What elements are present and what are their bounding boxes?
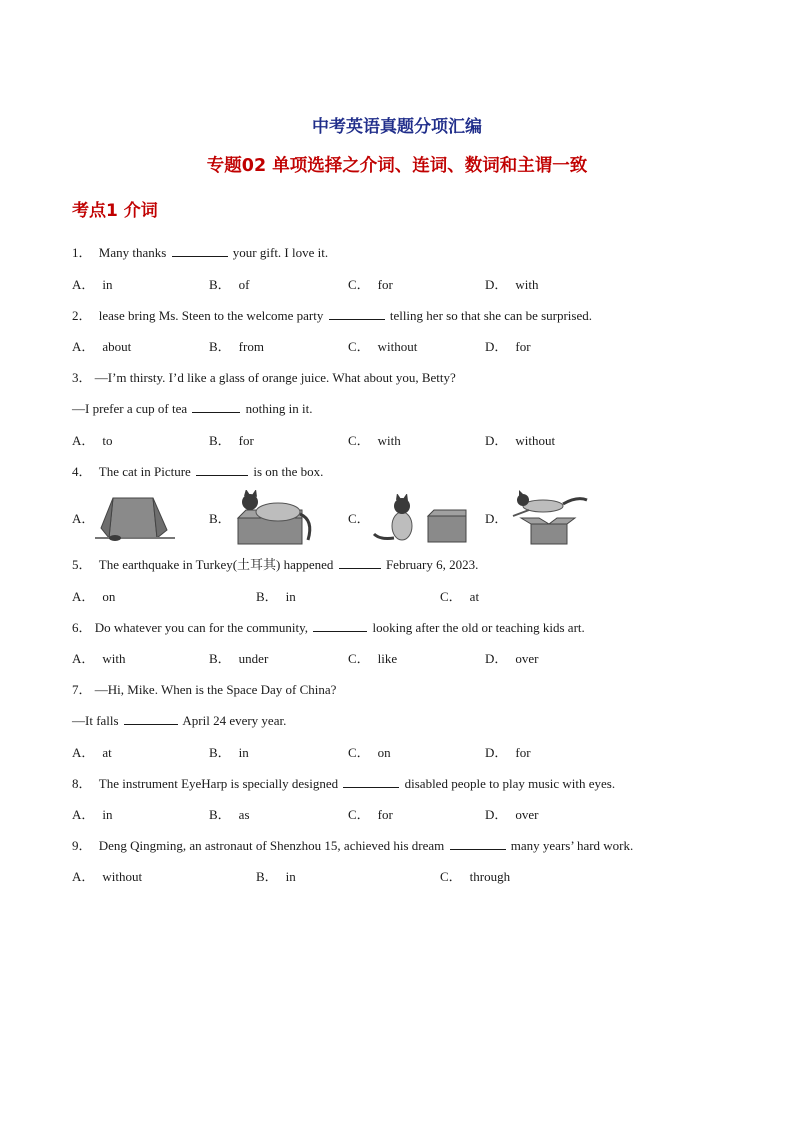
question-number: 4． [72,464,92,479]
option-d[interactable]: D． for [485,339,531,354]
option-a[interactable]: A． on [72,589,116,604]
question-4 [72,463,323,481]
question-3 [72,369,456,387]
option-c[interactable]: C． at [440,589,480,604]
option-a[interactable]: A． about [72,339,132,354]
option-a[interactable]: A． in [72,807,113,822]
question-5 [72,556,478,574]
option-d[interactable]: D． for [485,745,531,760]
question-text-before: Many thanks [98,245,167,260]
question-number: 7． [72,682,92,697]
question-8 [72,775,615,793]
question-text-after: looking after the old or teaching kids art. [372,620,585,635]
option-c[interactable]: C． [348,511,370,526]
option-a[interactable]: A． [72,511,95,526]
option-d[interactable]: D． over [485,651,539,666]
question-text-before: The earthquake in Turkey(土耳其) happened [98,557,334,572]
option-d[interactable]: D． with [485,277,539,292]
question-number: 8． [72,776,92,791]
question-number: 2． [72,308,92,323]
option-b[interactable]: B． in [256,589,296,604]
answer-blank[interactable] [192,400,240,413]
cat-under-box-picture[interactable] [95,494,175,542]
question-9 [72,837,633,855]
question-text-before: —It falls [72,713,119,728]
option-c[interactable]: C． for [348,807,393,822]
option-b[interactable]: B． for [209,433,254,448]
option-a[interactable]: A． in [72,277,113,292]
option-b[interactable]: B． in [256,869,296,884]
answer-blank[interactable] [313,619,367,632]
option-c[interactable]: C． like [348,651,398,666]
answer-blank[interactable] [124,712,178,725]
question-number: 1． [72,245,92,260]
options-5 [72,588,752,606]
answer-blank[interactable] [329,307,385,320]
options-9 [72,868,752,886]
option-d[interactable]: D． without [485,433,556,448]
question-6 [72,619,585,637]
options-1 [72,276,752,294]
option-c[interactable]: C． through [440,869,511,884]
option-b[interactable]: B． as [209,807,250,822]
answer-blank[interactable] [450,837,506,850]
option-a[interactable]: A． with [72,651,126,666]
question-text-before: The instrument EyeHarp is specially designed [98,776,339,791]
cat-beside-box-picture[interactable] [372,494,468,544]
question-text-before: Deng Qingming, an astronaut of Shenzhou 15, achieved his dream [98,838,445,853]
options-6 [72,650,752,668]
option-b[interactable]: B． [209,511,231,526]
question-text-after: nothing in it. [245,401,313,416]
question-number: 9． [72,838,92,853]
options-7 [72,744,752,762]
answer-blank[interactable] [339,556,381,569]
answer-blank[interactable] [172,244,228,257]
question-text-before: The cat in Picture [98,464,191,479]
option-d[interactable]: D． over [485,807,539,822]
question-text-before: Do whatever you can for the community, [94,620,308,635]
question-text-after: disabled people to play music with eyes. [404,776,616,791]
question-text-after: is on the box. [253,464,324,479]
question-text-after: April 24 every year. [182,713,287,728]
question-3-line-2 [72,400,312,418]
question-1 [72,244,328,262]
section-heading: 考点1 介词 [72,201,158,221]
question-2 [72,307,592,325]
question-7 [72,681,336,699]
option-b[interactable]: B． under [209,651,269,666]
options-2 [72,338,752,356]
question-number: 5． [72,557,92,572]
options-3 [72,432,752,450]
option-d[interactable]: D． [485,511,508,526]
option-a[interactable]: A． without [72,869,143,884]
answer-blank[interactable] [196,463,248,476]
page-title: 中考英语真题分项汇编 [312,117,482,137]
question-number: 6． [72,620,92,635]
question-text-after: your gift. I love it. [232,245,329,260]
option-b[interactable]: B． in [209,745,249,760]
question-text-after: many years’ hard work. [510,838,634,853]
dialogue-line-1: —Hi, Mike. When is the Space Day of China? [94,682,337,697]
option-c[interactable]: C． without [348,339,418,354]
question-text-after: telling her so that she can be surprised. [389,308,592,323]
dialogue-line-1: —I’m thirsty. I’d like a glass of orange juice. What about you, Betty? [94,370,456,385]
option-c[interactable]: C． for [348,277,393,292]
option-a[interactable]: A． at [72,745,112,760]
options-8 [72,806,752,824]
option-b[interactable]: B． of [209,277,250,292]
question-text-before: —I prefer a cup of tea [72,401,188,416]
question-number: 3． [72,370,92,385]
question-text-after: February 6, 2023. [385,557,479,572]
option-b[interactable]: B． from [209,339,264,354]
question-7-line-2 [72,712,286,730]
answer-blank[interactable] [343,775,399,788]
cat-jumping-over-box-picture[interactable] [509,490,591,546]
question-text-before: lease bring Ms. Steen to the welcome party [98,308,324,323]
page-subtitle: 专题02 单项选择之介词、连词、数词和主谓一致 [206,156,588,176]
cat-on-box-picture[interactable] [234,490,316,546]
option-a[interactable]: A． to [72,433,113,448]
option-c[interactable]: C． on [348,745,391,760]
option-c[interactable]: C． with [348,433,401,448]
